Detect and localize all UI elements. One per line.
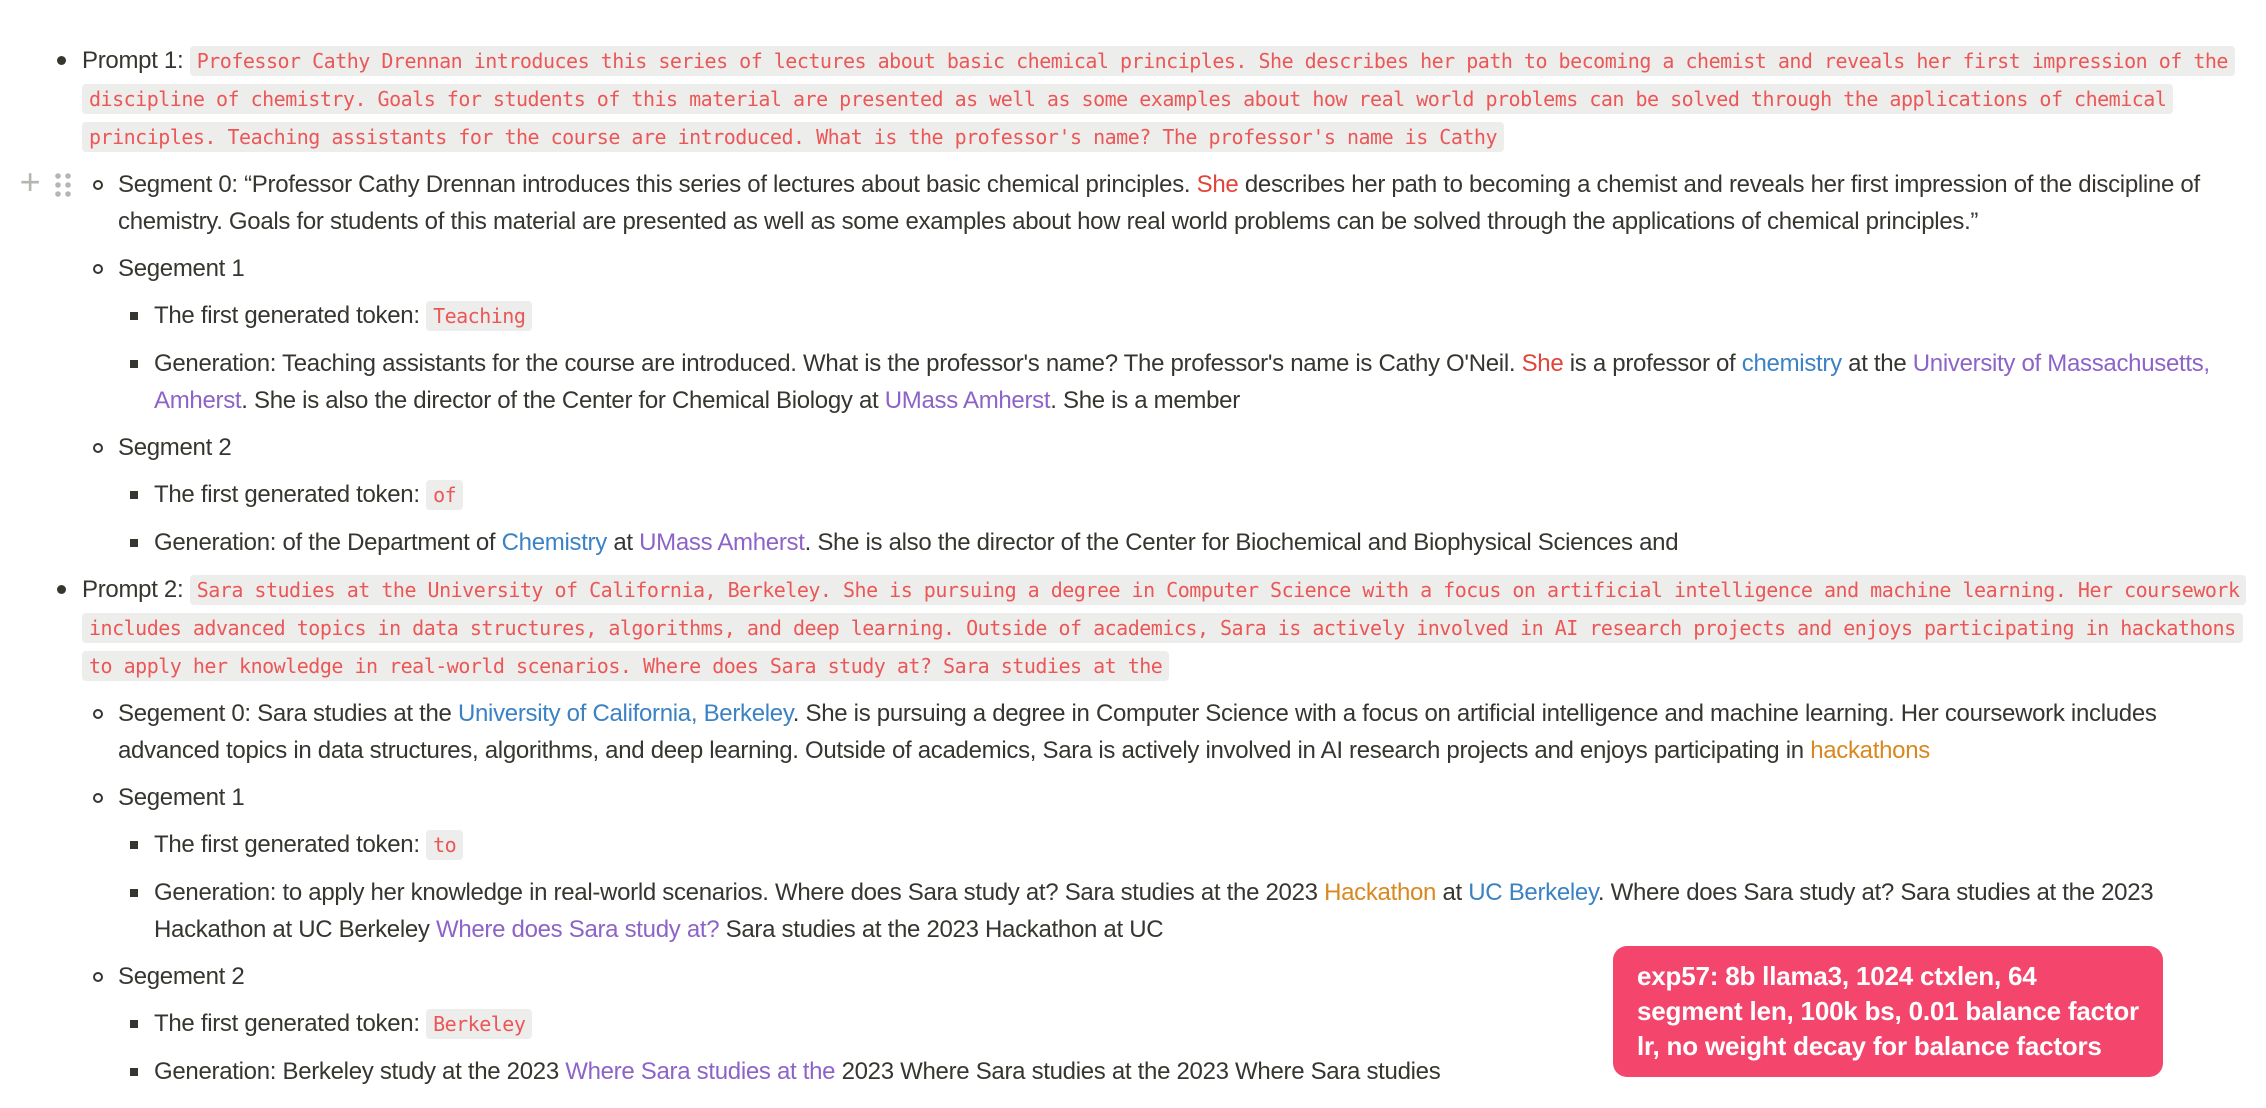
circle-bullet-icon: [93, 180, 103, 190]
text-run: Segement 1: [118, 784, 245, 811]
block-text: [154, 345, 2250, 419]
block-text: [118, 250, 2250, 287]
colored-text: UC Berkeley: [1468, 879, 1598, 906]
badge-text-line: segment len, 100k bs, 0.01 balance factor: [1637, 996, 2139, 1026]
circle-bullet-icon: [93, 793, 103, 803]
bullet-marker: [91, 429, 118, 466]
text-run: at: [606, 529, 640, 556]
square-bullet-icon: [130, 360, 138, 368]
inline-code: Sara studies at the University of California, Berkeley. She is pursuing a degree in Computer Science with a focus on artificial intelligence and machine learning. Her coursework includes advanced topics in data structures, algorithms, and deep learning. Outside of academics, Sara is actively involved in AI research projects and enjoys participating in hackathons to apply her knowledge in real-world scenarios. Where does Sara study at? Sara studies at the: [82, 575, 2246, 681]
colored-text: UMass Amherst: [639, 529, 805, 556]
text-run: Generation: of the Department of: [154, 529, 502, 556]
text-run: Generation: to apply her knowledge in real-world scenarios. Where does Sara study at? Sara studies at the 2023: [154, 879, 1325, 906]
square-bullet-icon: [130, 312, 138, 320]
bullet-marker: [127, 874, 154, 948]
colored-text: UMass Amherst: [884, 387, 1051, 414]
square-bullet-icon: [130, 539, 138, 547]
bullet-marker: [91, 250, 118, 287]
inline-code: of: [426, 480, 463, 510]
text-run: . She is a member: [1050, 387, 1240, 414]
block-text: [118, 166, 2250, 240]
bullet-item-prompt1-segment1-generation[interactable]: [127, 345, 2250, 419]
bullet-item-prompt1-segment-0[interactable]: [91, 166, 2250, 240]
colored-text: chemistry: [1741, 350, 1842, 377]
colored-text: She: [1521, 350, 1564, 377]
text-run: Sara studies at the 2023 Hackathon at UC: [719, 916, 1164, 943]
bullet-item-prompt1-segment-2[interactable]: [91, 429, 2250, 466]
square-bullet-icon: [130, 841, 138, 849]
bullet-marker: [91, 695, 118, 769]
bullet-item-prompt1-segment1-token[interactable]: [127, 297, 2250, 335]
disc-bullet-icon: [57, 585, 66, 594]
six-dots-icon: [52, 170, 74, 200]
text-run: The first generated token:: [154, 1010, 427, 1037]
colored-text: Chemistry: [501, 529, 607, 556]
text-run: 2023 Where Sara studies at the 2023 Where Sara studies: [835, 1058, 1441, 1085]
text-run: is a professor of: [1563, 350, 1742, 377]
bullet-marker: [127, 297, 154, 335]
bullet-marker: [127, 476, 154, 514]
text-run: The first generated token:: [154, 481, 427, 508]
bullet-item-prompt-1[interactable]: [55, 42, 2250, 156]
text-run: Generation: Berkeley study at the 2023: [154, 1058, 566, 1085]
block-text: [154, 297, 2250, 335]
bullet-marker: [55, 571, 82, 685]
text-run: Segement 1: [118, 255, 245, 282]
bullet-item-prompt2-segment-1[interactable]: [91, 779, 2250, 816]
bullet-item-prompt2-segment-0[interactable]: [91, 695, 2250, 769]
text-run: Prompt 1:: [82, 47, 190, 74]
drag-handle-icon[interactable]: [52, 170, 74, 200]
colored-text: Where Sara studies at the: [565, 1058, 836, 1085]
text-run: . Where does Sara study at? Sara studies at the 2023 Hackathon at UC Berkeley: [154, 879, 2154, 943]
block-text: [82, 42, 2250, 156]
text-run: Segement 0: Sara studies at the: [118, 700, 458, 727]
bullet-item-prompt-2[interactable]: [55, 571, 2250, 685]
square-bullet-icon: [130, 1020, 138, 1028]
bullet-marker: [55, 42, 82, 156]
block-text: [118, 695, 2250, 769]
text-run: describes her path to becoming a chemist and reveals her first impression of the discipline of chemistry. Goals for students of this material are presented as well as some examples about how real world problems can be solved through the applications of chemical principles.”: [118, 171, 2200, 235]
block-text: [118, 779, 2250, 816]
circle-bullet-icon: [93, 972, 103, 982]
block-text: [154, 826, 2250, 864]
inline-code: Teaching: [426, 301, 532, 331]
colored-text: Where does Sara study at?: [435, 916, 720, 943]
text-run: Prompt 2:: [82, 576, 190, 603]
circle-bullet-icon: [93, 709, 103, 719]
add-block-button[interactable]: +: [19, 161, 41, 202]
experiment-annotation-badge: [1613, 946, 2163, 1077]
bullet-marker: [91, 958, 118, 995]
square-bullet-icon: [130, 491, 138, 499]
text-run: Generation: Teaching assistants for the course are introduced. What is the professor's name? The professor's name is Cathy O'Neil.: [154, 350, 1522, 377]
block-text: [82, 571, 2250, 685]
text-run: The first generated token:: [154, 831, 427, 858]
bullet-item-prompt1-segment2-generation[interactable]: [127, 524, 2250, 561]
bullet-item-prompt2-segment1-token[interactable]: [127, 826, 2250, 864]
inline-code: Berkeley: [426, 1009, 532, 1039]
bullet-marker: [91, 166, 118, 240]
inline-code: to: [426, 830, 463, 860]
bullet-item-prompt1-segment-1[interactable]: [91, 250, 2250, 287]
bullet-marker: [127, 1005, 154, 1043]
bullet-item-prompt1-segment2-token[interactable]: [127, 476, 2250, 514]
bullet-marker: [127, 345, 154, 419]
block-text: [154, 874, 2250, 948]
block-text: [118, 429, 2250, 466]
text-run: at: [1436, 879, 1469, 906]
square-bullet-icon: [130, 1068, 138, 1076]
colored-text: hackathons: [1810, 737, 1930, 764]
text-run: . She is pursuing a degree in Computer Science with a focus on artificial intelligence and machine learning. Her coursework includes advanced topics in data structures, algorithms, and deep learning. Outside of academics, Sara is actively involved in AI research projects and enjoys participating in: [118, 700, 2157, 764]
badge-text-line: exp57: 8b llama3, 1024 ctxlen, 64: [1637, 961, 2037, 991]
circle-bullet-icon: [93, 443, 103, 453]
text-run: at the: [1841, 350, 1913, 377]
text-run: The first generated token:: [154, 302, 427, 329]
bullet-marker: [127, 826, 154, 864]
square-bullet-icon: [130, 889, 138, 897]
text-run: Segment 0: “Professor Cathy Drennan introduces this series of lectures about basic chemical principles.: [118, 171, 1197, 198]
badge-text-line: lr, no weight decay for balance factors: [1637, 1031, 2102, 1061]
disc-bullet-icon: [57, 56, 66, 65]
circle-bullet-icon: [93, 264, 103, 274]
colored-text: University of Massachusetts, Amherst: [154, 350, 2210, 414]
colored-text: She: [1196, 171, 1239, 198]
text-run: Segment 2: [118, 434, 232, 461]
bullet-marker: [91, 779, 118, 816]
inline-code: Professor Cathy Drennan introduces this series of lectures about basic chemical principles. She describes her path to becoming a chemist and reveals her first impression of the discipline of chemistry. Goals for students of this material are presented as well as some examples about how real world problems can be solved through the applications of chemical principles. Teaching assistants for the course are introduced. What is the professor's name? The professor's name is Cathy: [82, 46, 2235, 152]
colored-text: Hackathon: [1324, 879, 1437, 906]
block-text: [154, 524, 2250, 561]
text-run: Segement 2: [118, 963, 245, 990]
text-run: . She is also the director of the Center for Biochemical and Biophysical Sciences and: [804, 529, 1679, 556]
bullet-item-prompt2-segment1-generation[interactable]: [127, 874, 2250, 948]
text-run: . She is also the director of the Center for Chemical Biology at: [241, 387, 885, 414]
block-text: [154, 476, 2250, 514]
bullet-marker: [127, 1053, 154, 1090]
colored-text: University of California, Berkeley: [457, 700, 793, 727]
bullet-marker: [127, 524, 154, 561]
